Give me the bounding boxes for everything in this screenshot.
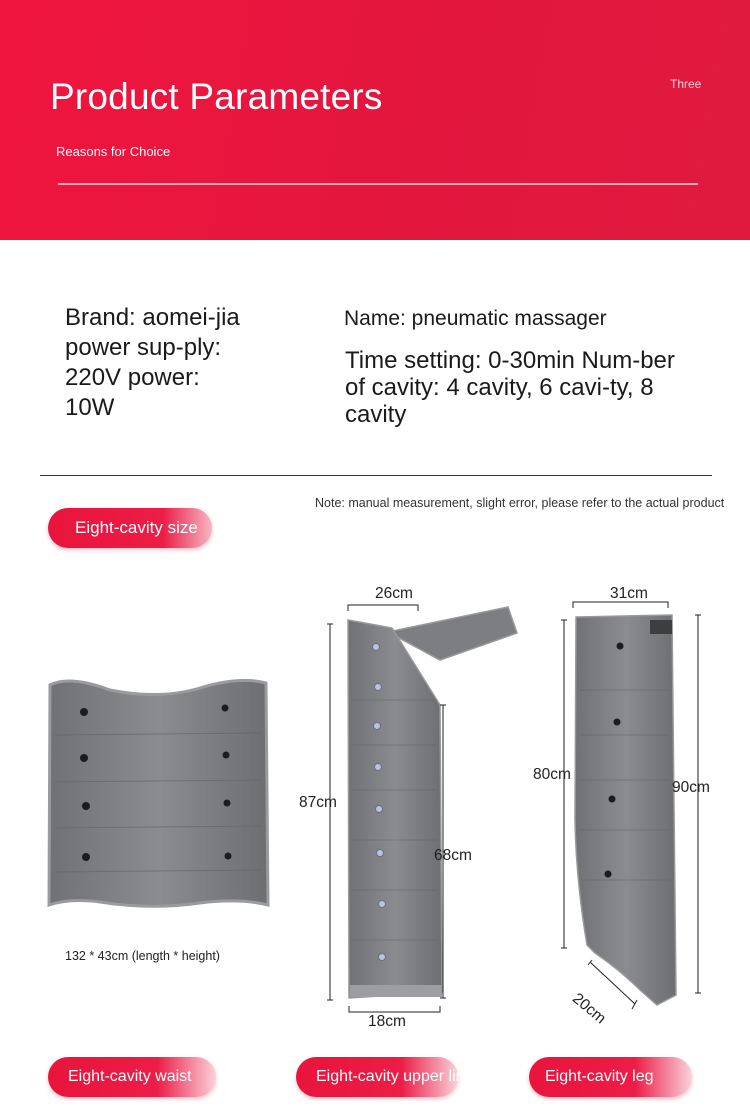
leg-label-pill: Eight-cavity leg [529, 1057, 692, 1097]
upper-limb-sleeve-image [327, 605, 517, 1012]
leg-foot-width: 20cm [569, 990, 610, 1028]
leg-inner-height: 80cm [533, 766, 571, 783]
page-subtitle: Reasons for Choice [56, 144, 171, 159]
measurement-note: Note: manual measurement, slight error, please refer to the actual product [315, 496, 725, 510]
upper-limb-label-pill: Eight-cavity upper limb [296, 1057, 458, 1097]
size-section-pill: Eight-cavity size [48, 508, 212, 548]
upper-limb-total-height: 87cm [299, 794, 337, 811]
spec-brand-power: Brand: aomei-jia power sup-ply: 220V power: 10W [65, 304, 240, 421]
waist-size-caption: 132 * 43cm (length * height) [65, 949, 220, 963]
waist-label-pill: Eight-cavity waist [48, 1057, 216, 1097]
upper-limb-inner-height: 68cm [434, 847, 472, 864]
leg-total-height: 90cm [672, 779, 710, 796]
upper-limb-bottom-width: 18cm [368, 1013, 406, 1030]
page-title: Product Parameters [50, 76, 383, 117]
spec-timing-cavity: Time setting: 0-30min Num-ber of cavity: 4 cavity, 6 cavi-ty, 8 cavity [345, 347, 675, 428]
section-index-label: Three [670, 77, 702, 91]
leg-top-width: 31cm [610, 585, 648, 602]
waist-wrap-image [49, 680, 268, 906]
spec-name: Name: pneumatic massager [344, 307, 607, 330]
upper-limb-top-width: 26cm [375, 585, 413, 602]
leg-sleeve-image [561, 602, 701, 1009]
